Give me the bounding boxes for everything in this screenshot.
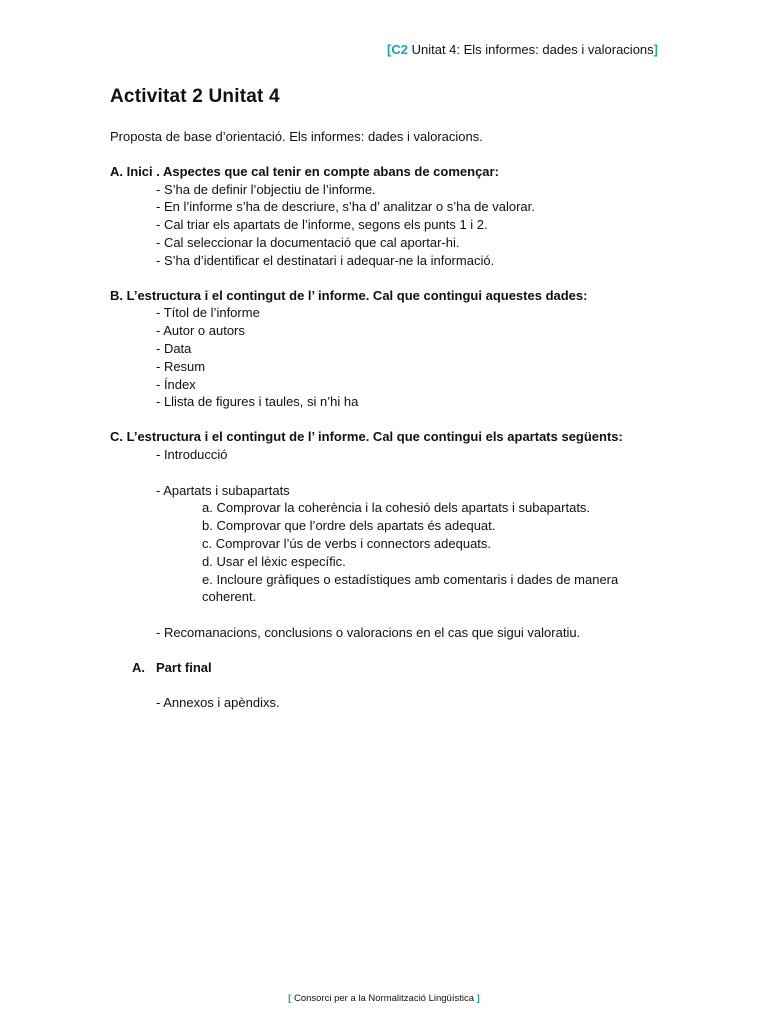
section-a-heading: A. Inici . Aspectes que cal tenir en compte abans de començar: bbox=[110, 163, 499, 179]
sub-list-item: e. Incloure gràfiques o estadístiques amb comentaris i dades de manera coherent. bbox=[202, 571, 619, 605]
sub-list-item: c. Comprovar l’ús de verbs i connectors adequats. bbox=[202, 535, 492, 551]
part-final-label: A. bbox=[132, 659, 145, 675]
part-final-title: Part final bbox=[156, 659, 212, 675]
part-final bbox=[110, 659, 670, 712]
list-item: - Cal seleccionar la documentació que cal aportar-hi. bbox=[156, 234, 460, 250]
list-item: - En l’informe s’ha de descriure, s’ha d’ analitzar o s’ha de valorar. bbox=[156, 199, 535, 215]
part-final-heading bbox=[110, 659, 670, 677]
page-header bbox=[387, 42, 658, 57]
sub-list-item: a. Comprovar la coherència i la cohesió dels apartats i subapartats. bbox=[202, 500, 591, 516]
footer-open-bracket: [ bbox=[288, 993, 292, 1004]
page-title: Activitat 2 Unitat 4 bbox=[110, 86, 280, 107]
sub-list-item: d. Usar el lèxic específic. bbox=[202, 553, 346, 569]
header-text: Unitat 4: Els informes: dades i valoracions bbox=[407, 42, 654, 57]
section-b bbox=[110, 287, 670, 412]
header-code: C2 bbox=[391, 42, 408, 57]
section-c bbox=[110, 428, 670, 642]
page-footer bbox=[0, 993, 768, 1004]
list-item: - S’ha de definir l’objectiu de l’informe. bbox=[156, 181, 376, 197]
sub-list-item: b. Comprovar que l’ordre dels apartats és adequat. bbox=[202, 518, 496, 534]
list-item: - Cal triar els apartats de l’informe, segons els punts 1 i 2. bbox=[156, 217, 488, 233]
footer-text: Consorci per a la Normalització Lingüística bbox=[291, 993, 477, 1004]
list-item: - Recomanacions, conclusions o valoracions en el cas que sigui valoratiu. bbox=[156, 624, 581, 640]
list-item: - S’ha d’identificar el destinatari i adequar-ne la informació. bbox=[156, 252, 495, 268]
header-open-bracket: [ bbox=[387, 42, 392, 57]
footer-close-bracket: ] bbox=[476, 993, 480, 1004]
list-item: - Data bbox=[156, 340, 192, 356]
intro-paragraph: Proposta de base d’orientació. Els informes: dades i valoracions. bbox=[110, 129, 483, 144]
list-item: - Apartats i subapartats bbox=[156, 482, 290, 498]
list-item: - Resum bbox=[156, 358, 206, 374]
list-item: - Autor o autors bbox=[156, 323, 245, 339]
list-item: - Índex bbox=[156, 376, 196, 392]
section-a bbox=[110, 163, 670, 270]
section-b-heading: B. L’estructura i el contingut de l’ informe. Cal que contingui aquestes dades: bbox=[110, 287, 588, 303]
list-item: - Llista de figures i taules, si n’hi ha bbox=[156, 394, 359, 410]
document-body bbox=[110, 128, 670, 729]
section-c-heading: C. L’estructura i el contingut de l’ informe. Cal que contingui els apartats següents: bbox=[110, 429, 623, 445]
list-item: - Introducció bbox=[156, 446, 228, 462]
list-item: - Títol de l’informe bbox=[156, 305, 260, 321]
list-item: - Annexos i apèndixs. bbox=[156, 695, 280, 711]
header-close-bracket: ] bbox=[653, 42, 658, 57]
